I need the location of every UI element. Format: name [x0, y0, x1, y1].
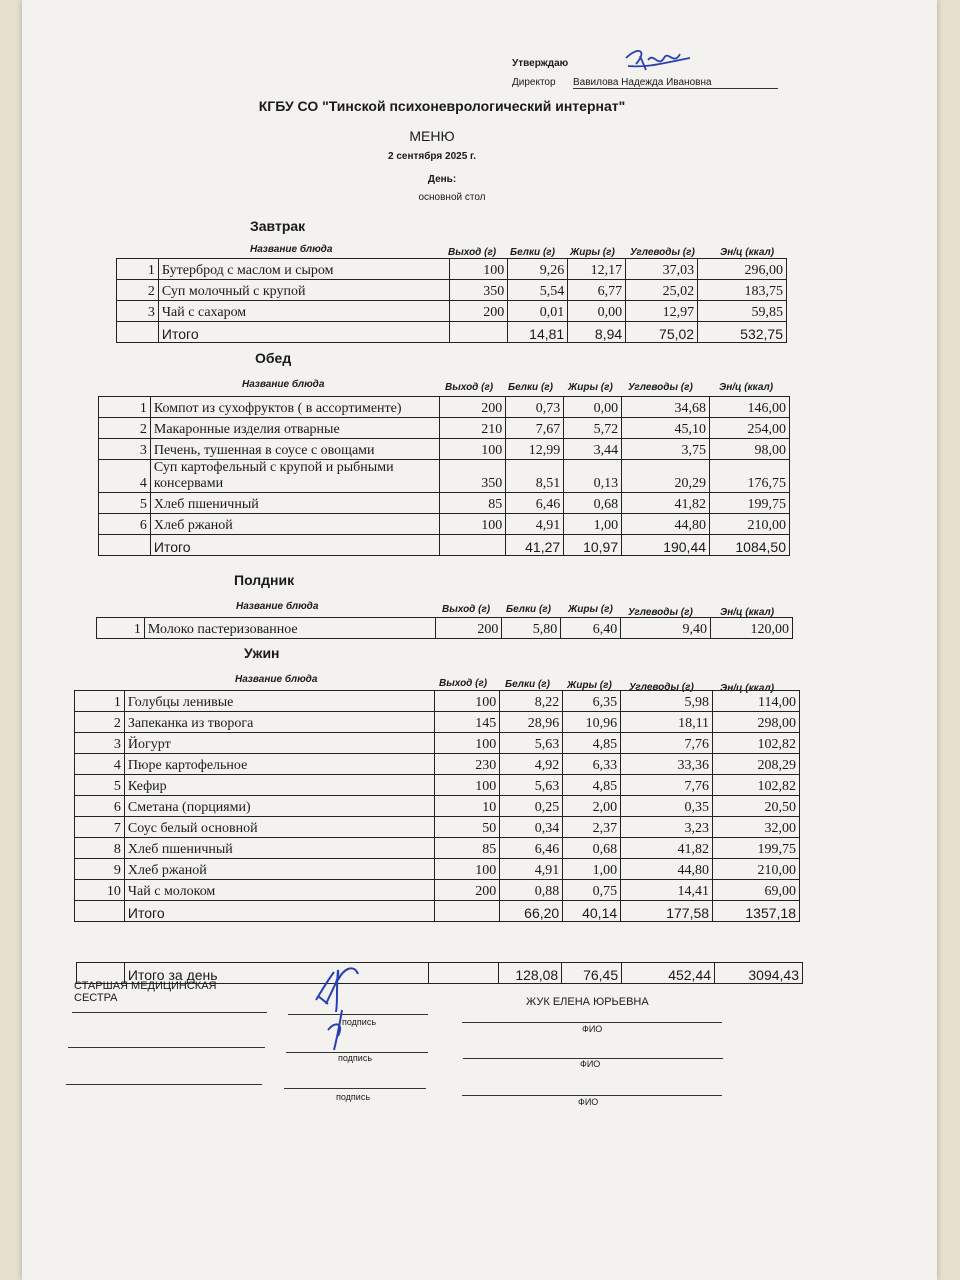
- dish-carbs: 45,10: [622, 418, 710, 439]
- total-index-cell: [99, 535, 151, 556]
- table-row: [75, 775, 800, 796]
- nurse-name: ЖУК ЕЛЕНА ЮРЬЕВНА: [526, 996, 649, 1008]
- dish-fat: 0,75: [563, 880, 621, 901]
- dish-protein: 8,22: [500, 691, 563, 712]
- dish-carbs: 3,23: [621, 817, 713, 838]
- dish-fat: 4,85: [563, 775, 621, 796]
- table-row: [75, 733, 800, 754]
- dish-kcal: 208,29: [713, 754, 800, 775]
- col-carb-header: Углеводы (г): [628, 607, 693, 618]
- col-out-header: Выход (г): [445, 382, 494, 393]
- dish-kcal: 120,00: [711, 618, 793, 639]
- row-index: 7: [75, 817, 125, 838]
- table-row: [117, 280, 787, 301]
- dish-protein: 5,54: [508, 280, 568, 301]
- dish-carbs: 7,76: [621, 733, 713, 754]
- dish-output: 145: [435, 712, 500, 733]
- col-carb-header: Углеводы (г): [630, 247, 695, 258]
- director-name: Вавилова Надежда Ивановна: [573, 77, 778, 89]
- dish-carbs: 3,75: [622, 439, 710, 460]
- dish-kcal: 199,75: [713, 838, 800, 859]
- fio-line-1: [462, 1022, 722, 1023]
- day-total-kcal: 3094,43: [715, 963, 803, 984]
- dish-fat: 1,00: [564, 514, 622, 535]
- dish-carbs: 0,35: [621, 796, 713, 817]
- table-row: [99, 460, 790, 493]
- col-fat-header: Жиры (г): [567, 680, 612, 691]
- dish-protein: 0,34: [500, 817, 563, 838]
- dish-protein: 4,91: [500, 859, 563, 880]
- dish-protein: 5,63: [500, 775, 563, 796]
- day-total-label: Итого за день: [124, 963, 428, 984]
- dish-protein: 9,26: [508, 259, 568, 280]
- dish-protein: 0,01: [508, 301, 568, 322]
- dish-fat: 6,33: [563, 754, 621, 775]
- col-name-header: Название блюда: [236, 601, 319, 612]
- dish-output: 100: [450, 259, 508, 280]
- day-total-carb: 452,44: [622, 963, 715, 984]
- dish-fat: 10,96: [563, 712, 621, 733]
- dish-carbs: 14,41: [621, 880, 713, 901]
- total-protein: 14,81: [508, 322, 568, 343]
- dish-fat: 6,40: [561, 618, 621, 639]
- dish-output: 100: [440, 514, 506, 535]
- row-index: 2: [99, 418, 151, 439]
- dish-output: 10: [435, 796, 500, 817]
- row-index: 1: [97, 618, 145, 639]
- dish-kcal: 183,75: [698, 280, 787, 301]
- col-name-header: Название блюда: [242, 379, 325, 390]
- table-row: [75, 712, 800, 733]
- dish-protein: 8,51: [506, 460, 564, 493]
- row-index: 6: [99, 514, 151, 535]
- table-row: [99, 514, 790, 535]
- col-fat-header: Жиры (г): [568, 382, 613, 393]
- dish-kcal: 69,00: [713, 880, 800, 901]
- row-index: 6: [75, 796, 125, 817]
- dish-name: Печень, тушенная в соусе с овощами: [150, 439, 439, 460]
- dish-output: 100: [435, 775, 500, 796]
- fio-label-3: ФИО: [578, 1097, 599, 1107]
- total-label: Итого: [150, 535, 439, 556]
- col-out-header: Выход (г): [442, 604, 491, 615]
- dish-fat: 0,68: [563, 838, 621, 859]
- col-kcal-header: Эн/ц (ккал): [720, 247, 775, 258]
- dish-fat: 0,00: [568, 301, 626, 322]
- dish-fat: 0,13: [564, 460, 622, 493]
- dish-carbs: 41,82: [622, 493, 710, 514]
- dish-name: Макаронные изделия отварные: [150, 418, 439, 439]
- row-index: 3: [117, 301, 159, 322]
- day-total-out-cell: [429, 963, 499, 984]
- table-row: [75, 796, 800, 817]
- total-out-cell: [440, 535, 506, 556]
- dish-name: Голубцы ленивые: [124, 691, 434, 712]
- table-row: [75, 838, 800, 859]
- dish-output: 85: [435, 838, 500, 859]
- sign-label-2: подпись: [338, 1053, 373, 1063]
- dish-name: Чай с сахаром: [158, 301, 449, 322]
- total-fat: 10,97: [564, 535, 622, 556]
- col-fat-header: Жиры (г): [570, 247, 615, 258]
- total-protein: 41,27: [506, 535, 564, 556]
- dish-carbs: 25,02: [626, 280, 698, 301]
- row-index: 5: [99, 493, 151, 514]
- dish-protein: 0,25: [500, 796, 563, 817]
- table-row: [97, 618, 793, 639]
- dish-protein: 6,46: [506, 493, 564, 514]
- total-kcal: 532,75: [698, 322, 787, 343]
- dish-output: 85: [440, 493, 506, 514]
- dish-name: Бутерброд с маслом и сыром: [158, 259, 449, 280]
- row-index: 8: [75, 838, 125, 859]
- total-carbs: 190,44: [622, 535, 710, 556]
- dish-name: Хлеб ржаной: [150, 514, 439, 535]
- total-kcal: 1084,50: [710, 535, 790, 556]
- dish-name: Компот из сухофруктов ( в ассортименте): [150, 397, 439, 418]
- row-index: 1: [99, 397, 151, 418]
- row-index: 1: [117, 259, 159, 280]
- total-label: Итого: [158, 322, 449, 343]
- row-index: 1: [75, 691, 125, 712]
- dish-output: 200: [436, 618, 502, 639]
- dish-output: 100: [435, 733, 500, 754]
- dish-output: 210: [440, 418, 506, 439]
- table-row: [117, 301, 787, 322]
- director-signature: [618, 40, 698, 80]
- dish-fat: 6,77: [568, 280, 626, 301]
- dish-carbs: 33,36: [621, 754, 713, 775]
- col-out-header: Выход (г): [448, 247, 497, 258]
- col-kcal-header: Эн/ц (ккал): [720, 683, 775, 694]
- dish-output: 350: [440, 460, 506, 493]
- table-row: [99, 439, 790, 460]
- col-prot-header: Белки (г): [508, 382, 553, 393]
- dish-protein: 5,63: [500, 733, 563, 754]
- dish-fat: 12,17: [568, 259, 626, 280]
- role-line-3: [66, 1084, 262, 1085]
- col-carb-header: Углеводы (г): [628, 382, 693, 393]
- total-fat: 40,14: [563, 901, 621, 922]
- role-line-2: [68, 1047, 265, 1048]
- sign-line-3: [284, 1088, 426, 1089]
- total-carbs: 177,58: [621, 901, 713, 922]
- dish-protein: 0,88: [500, 880, 563, 901]
- col-out-header: Выход (г): [439, 678, 488, 689]
- dish-protein: 4,91: [506, 514, 564, 535]
- dish-carbs: 7,76: [621, 775, 713, 796]
- org-title: КГБУ СО "Тинской психоневрологический интернат": [258, 98, 626, 114]
- dish-protein: 5,80: [502, 618, 561, 639]
- dish-carbs: 44,80: [621, 859, 713, 880]
- dish-name: Хлеб ржаной: [124, 859, 434, 880]
- dish-carbs: 12,97: [626, 301, 698, 322]
- snack-table: [96, 617, 793, 639]
- breakfast-title: Завтрак: [250, 218, 306, 234]
- total-row: [117, 322, 787, 343]
- dish-output: 200: [435, 880, 500, 901]
- table-row: [75, 859, 800, 880]
- dinner-table: [74, 690, 800, 922]
- table-row: [117, 259, 787, 280]
- total-index-cell: [75, 901, 125, 922]
- row-index: 3: [99, 439, 151, 460]
- menu-document: [22, 0, 937, 1280]
- col-carb-header: Углеводы (г): [629, 682, 694, 693]
- dish-kcal: 102,82: [713, 775, 800, 796]
- dish-kcal: 210,00: [713, 859, 800, 880]
- dish-protein: 0,73: [506, 397, 564, 418]
- table-type: основной стол: [418, 192, 486, 203]
- dish-kcal: 114,00: [713, 691, 800, 712]
- total-label: Итого: [124, 901, 434, 922]
- table-row: [75, 817, 800, 838]
- total-out-cell: [450, 322, 508, 343]
- dish-kcal: 20,50: [713, 796, 800, 817]
- total-out-cell: [435, 901, 500, 922]
- row-index: 2: [117, 280, 159, 301]
- dish-fat: 4,85: [563, 733, 621, 754]
- total-row: [99, 535, 790, 556]
- dish-protein: 7,67: [506, 418, 564, 439]
- dish-fat: 2,00: [563, 796, 621, 817]
- fio-label-2: ФИО: [580, 1059, 601, 1069]
- table-row: [75, 880, 800, 901]
- dish-kcal: 176,75: [710, 460, 790, 493]
- dish-name: Соус белый основной: [124, 817, 434, 838]
- row-index: 4: [99, 460, 151, 493]
- dish-name: Запеканка из творога: [124, 712, 434, 733]
- table-row: [99, 397, 790, 418]
- total-carbs: 75,02: [626, 322, 698, 343]
- nurse-signature: [298, 960, 378, 1055]
- director-label: Директор: [512, 77, 556, 88]
- dish-kcal: 102,82: [713, 733, 800, 754]
- fio-label-1: ФИО: [582, 1024, 603, 1034]
- dish-kcal: 146,00: [710, 397, 790, 418]
- sign-label-3: подпись: [336, 1092, 371, 1102]
- row-index: 4: [75, 754, 125, 775]
- dish-kcal: 210,00: [710, 514, 790, 535]
- breakfast-table: [116, 258, 787, 343]
- dish-kcal: 254,00: [710, 418, 790, 439]
- dish-protein: 4,92: [500, 754, 563, 775]
- dish-carbs: 18,11: [621, 712, 713, 733]
- row-index: 5: [75, 775, 125, 796]
- dish-carbs: 44,80: [622, 514, 710, 535]
- dish-output: 200: [440, 397, 506, 418]
- col-prot-header: Белки (г): [506, 604, 551, 615]
- dish-fat: 5,72: [564, 418, 622, 439]
- fio-line-3: [462, 1095, 722, 1096]
- lunch-title: Обед: [255, 350, 292, 366]
- dish-name: Хлеб пшеничный: [150, 493, 439, 514]
- table-row: [75, 754, 800, 775]
- dish-fat: 1,00: [563, 859, 621, 880]
- dish-protein: 28,96: [500, 712, 563, 733]
- row-index: 2: [75, 712, 125, 733]
- dish-output: 50: [435, 817, 500, 838]
- day-label: День:: [427, 174, 457, 185]
- day-total-fat: 76,45: [562, 963, 622, 984]
- table-row: [99, 418, 790, 439]
- col-fat-header: Жиры (г): [568, 604, 613, 615]
- col-name-header: Название блюда: [235, 674, 318, 685]
- dish-carbs: 41,82: [621, 838, 713, 859]
- table-row: [99, 493, 790, 514]
- dish-carbs: 37,03: [626, 259, 698, 280]
- lunch-table: [98, 396, 790, 556]
- dish-kcal: 32,00: [713, 817, 800, 838]
- dish-output: 100: [435, 691, 500, 712]
- dish-output: 100: [440, 439, 506, 460]
- dish-name: Кефир: [124, 775, 434, 796]
- dish-output: 230: [435, 754, 500, 775]
- dish-kcal: 199,75: [710, 493, 790, 514]
- dish-kcal: 59,85: [698, 301, 787, 322]
- dish-carbs: 5,98: [621, 691, 713, 712]
- dish-carbs: 34,68: [622, 397, 710, 418]
- col-name-header: Название блюда: [250, 244, 333, 255]
- dish-protein: 12,99: [506, 439, 564, 460]
- col-kcal-header: Эн/ц (ккал): [720, 607, 775, 618]
- dish-name: Суп молочный с крупой: [158, 280, 449, 301]
- row-index: 10: [75, 880, 125, 901]
- dish-fat: 0,68: [564, 493, 622, 514]
- col-prot-header: Белки (г): [505, 679, 550, 690]
- sign-label-1: подпись: [342, 1017, 377, 1027]
- dish-carbs: 9,40: [621, 618, 711, 639]
- dish-carbs: 20,29: [622, 460, 710, 493]
- table-row: [75, 691, 800, 712]
- dish-name: Молоко пастеризованное: [144, 618, 436, 639]
- dish-kcal: 298,00: [713, 712, 800, 733]
- dish-output: 100: [435, 859, 500, 880]
- dish-output: 350: [450, 280, 508, 301]
- dinner-title: Ужин: [244, 645, 280, 661]
- dish-kcal: 98,00: [710, 439, 790, 460]
- total-protein: 66,20: [500, 901, 563, 922]
- total-row: [75, 901, 800, 922]
- total-fat: 8,94: [568, 322, 626, 343]
- dish-fat: 6,35: [563, 691, 621, 712]
- dish-name: Чай с молоком: [124, 880, 434, 901]
- menu-title: МЕНЮ: [409, 128, 455, 144]
- dish-fat: 3,44: [564, 439, 622, 460]
- role-line-1: [72, 1012, 267, 1013]
- row-index: 9: [75, 859, 125, 880]
- dish-output: 200: [450, 301, 508, 322]
- dish-name: Хлеб пшеничный: [124, 838, 434, 859]
- approve-label: Утверждаю: [512, 58, 569, 69]
- dish-name: Сметана (порциями): [124, 796, 434, 817]
- dish-kcal: 296,00: [698, 259, 787, 280]
- row-index: 3: [75, 733, 125, 754]
- dish-name: Йогурт: [124, 733, 434, 754]
- total-kcal: 1357,18: [713, 901, 800, 922]
- snack-title: Полдник: [234, 572, 295, 588]
- menu-date: 2 сентября 2025 г.: [388, 151, 476, 162]
- dish-fat: 0,00: [564, 397, 622, 418]
- col-kcal-header: Эн/ц (ккал): [719, 382, 774, 393]
- dish-name: Пюре картофельное: [124, 754, 434, 775]
- col-prot-header: Белки (г): [510, 247, 555, 258]
- total-index-cell: [117, 322, 159, 343]
- dish-name: Суп картофельный с крупой и рыбными консервами: [150, 460, 439, 493]
- dish-protein: 6,46: [500, 838, 563, 859]
- day-total-prot: 128,08: [499, 963, 562, 984]
- nurse-role: СТАРШАЯ МЕДИЦИНСКАЯ СЕСТРА: [74, 980, 217, 1004]
- dish-fat: 2,37: [563, 817, 621, 838]
